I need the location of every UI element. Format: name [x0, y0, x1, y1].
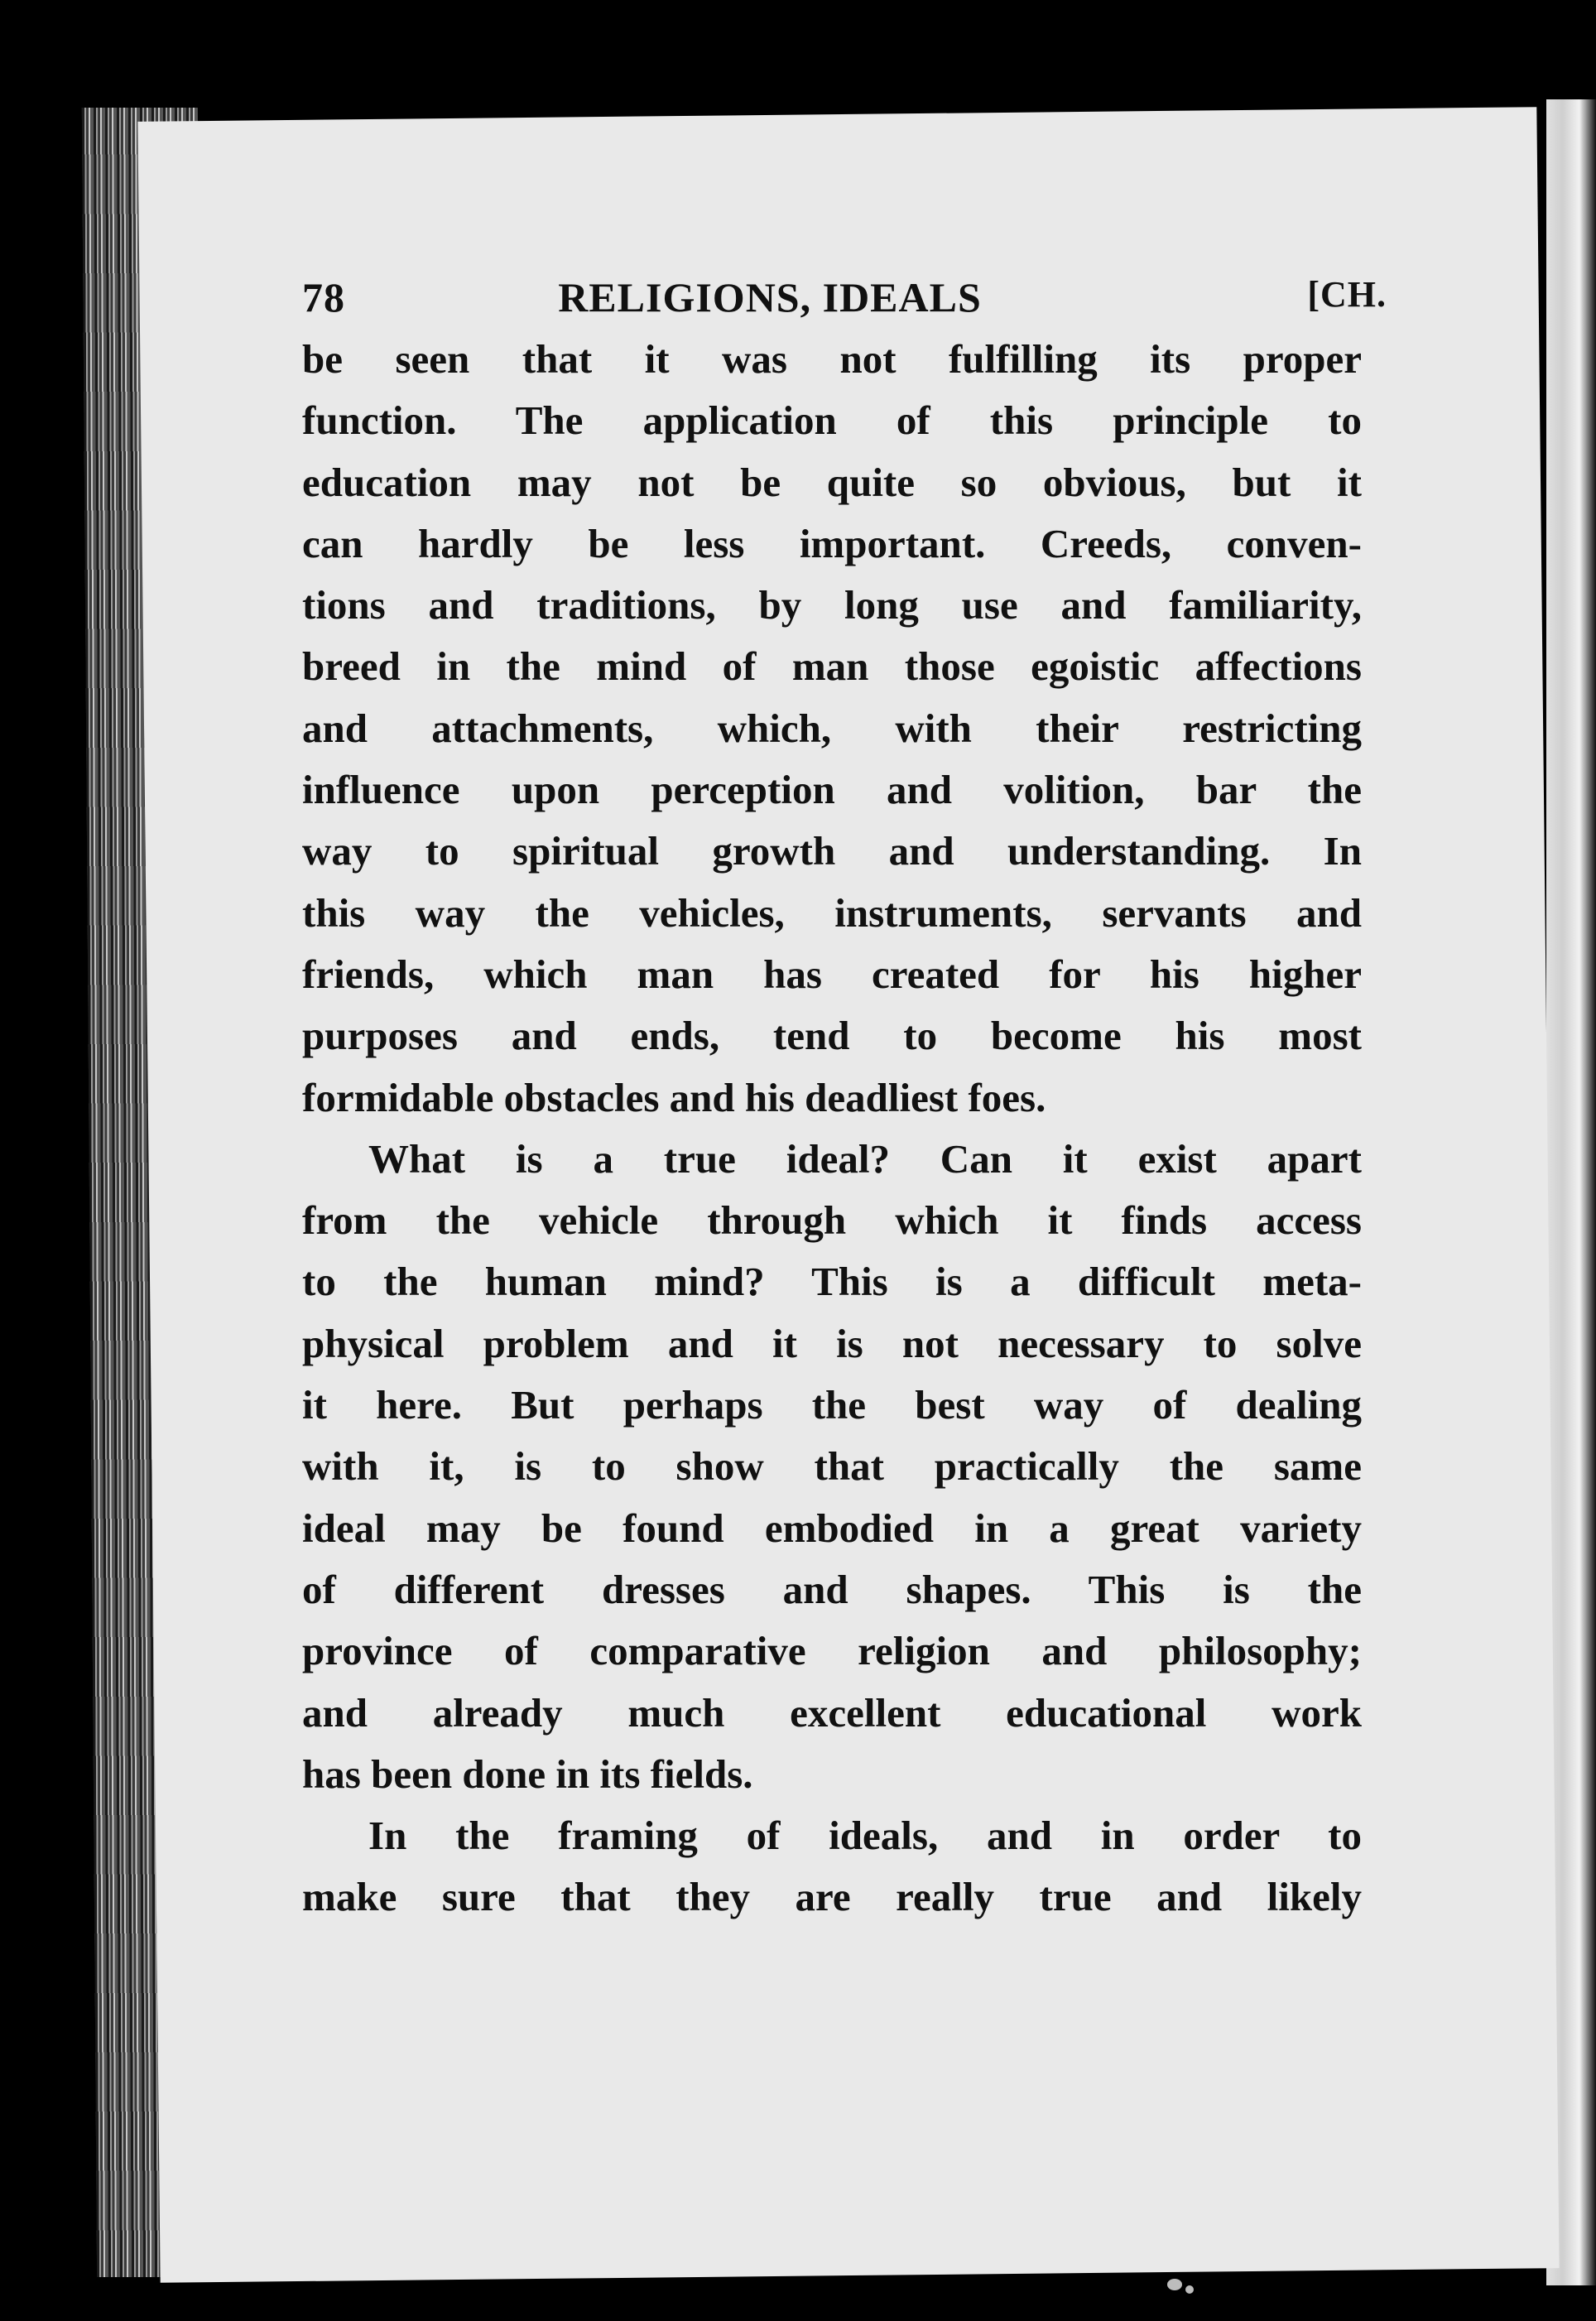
page-number: 78	[302, 274, 345, 320]
paragraph	[302, 1129, 1362, 1805]
text-line: In the framing of ideals, and in order to	[368, 1813, 1362, 1859]
text-line: be seen that it was not fulfilling its proper	[302, 336, 1362, 382]
text-line: from the vehicle through which it finds access	[302, 1197, 1362, 1244]
text-line: influence upon perception and volition, bar the	[302, 767, 1362, 813]
text-line: to the human mind? This is a difficult meta-	[302, 1259, 1362, 1305]
text-line: make sure that they are really true and likely	[302, 1874, 1362, 1920]
scan-speck	[1167, 2279, 1182, 2290]
text-line: friends, which man has created for his higher	[302, 951, 1362, 997]
scan-speck	[1185, 2285, 1194, 2294]
running-head	[302, 195, 1387, 320]
text-line: with it, is to show that practically the same	[302, 1443, 1362, 1490]
text-line: formidable obstacles and his deadliest foes.	[302, 1074, 1046, 1120]
chapter-mark: [CH.	[1307, 274, 1387, 315]
body-text	[302, 329, 1362, 1929]
text-line: has been done in its fields.	[302, 1750, 753, 1797]
running-title: RELIGIONS, IDEALS	[558, 274, 982, 320]
text-line: and attachments, which, with their restricting	[302, 705, 1362, 751]
paragraph	[302, 329, 1362, 1129]
text-line: ideal may be found embodied in a great variety	[302, 1505, 1362, 1551]
text-line: can hardly be less important. Creeds, conven-	[302, 520, 1362, 566]
text-line: and already much excellent educational work	[302, 1689, 1362, 1736]
page-content	[302, 195, 1387, 1929]
text-line: breed in the mind of man those egoistic affections	[302, 643, 1362, 690]
text-line: purposes and ends, tend to become his most	[302, 1013, 1362, 1059]
text-line: What is a true ideal? Can it exist apart	[368, 1135, 1362, 1182]
text-line: tions and traditions, by long use and familiarity,	[302, 582, 1362, 628]
text-line: this way the vehicles, instruments, servants and	[302, 889, 1362, 936]
text-line: physical problem and it is not necessary to solve	[302, 1320, 1362, 1366]
text-line: function. The application of this principle to	[302, 397, 1362, 444]
text-line: province of comparative religion and philosophy;	[302, 1628, 1362, 1674]
text-line: way to spiritual growth and understanding. In	[302, 828, 1362, 874]
paragraph	[302, 1805, 1362, 1929]
text-line: of different dresses and shapes. This is the	[302, 1566, 1362, 1612]
text-line: education may not be quite so obvious, but it	[302, 459, 1362, 505]
text-line: it here. But perhaps the best way of dealing	[302, 1382, 1362, 1428]
